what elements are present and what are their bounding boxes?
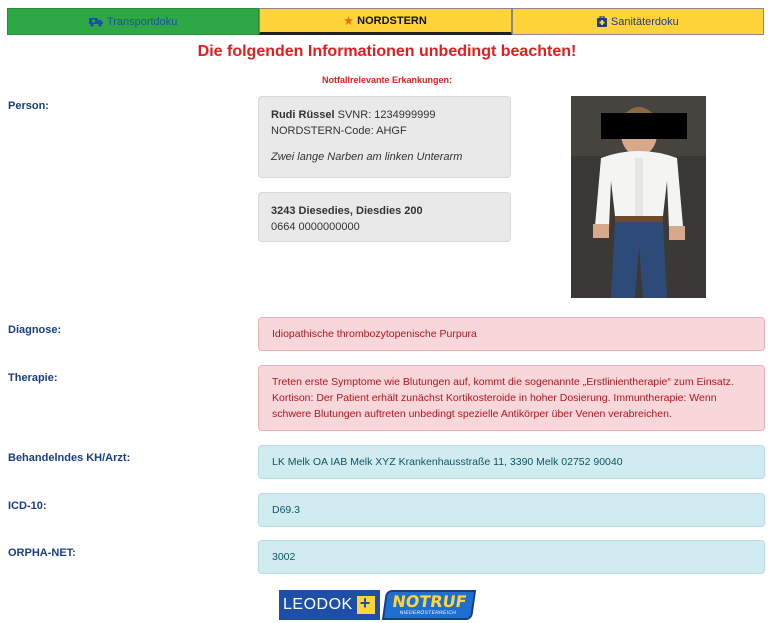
person-info-box	[258, 96, 511, 178]
diagnose-box	[258, 317, 765, 351]
kh-value: LK Melk OA IAB Melk XYZ Krankenhausstraße 11, 3390 Melk 02752 90040	[272, 456, 623, 468]
person-label: Person:	[8, 100, 49, 112]
tab-label: Transportdoku	[106, 15, 178, 28]
icd-box	[258, 493, 765, 527]
orpha-value: 3002	[272, 551, 296, 563]
icd-label: ICD-10:	[8, 500, 47, 512]
person-note: Zwei lange Narben am linken Unterarm	[271, 151, 463, 163]
person-code: NORDSTERN-Code: AHGF	[271, 125, 407, 137]
tab-sanitaeterdoku[interactable]	[512, 8, 764, 35]
therapie-box	[258, 365, 765, 431]
person-phone: 0664 0000000000	[271, 221, 360, 233]
censor-bar	[601, 113, 687, 139]
warning-headline: Die folgenden Informationen unbedingt beachten!	[197, 43, 577, 60]
cross-icon	[357, 596, 375, 614]
kh-label: Behandelndes KH/Arzt:	[8, 452, 131, 464]
star-icon	[344, 16, 353, 25]
diagnose-value: Idiopathische thrombozytopenische Purpura	[272, 328, 477, 340]
kh-box	[258, 445, 765, 479]
notruf-logo: NOTRUF NIEDERÖSTERREICH	[382, 590, 476, 620]
tab-label: Sanitäterdoku	[610, 15, 679, 28]
tab-label: NORDSTERN	[357, 14, 427, 27]
orpha-label: ORPHA-NET:	[8, 547, 76, 559]
tab-bar	[7, 8, 764, 35]
person-name: Rudi Rüssel	[271, 109, 335, 121]
footer-logos	[279, 590, 474, 620]
orpha-box	[258, 540, 765, 574]
icd-value: D69.3	[272, 504, 301, 516]
tab-transportdoku[interactable]	[7, 8, 259, 35]
diagnose-label: Diagnose:	[8, 324, 62, 336]
therapie-value: Treten erste Symptome wie Blutungen auf, kommt die sogenannte „Erstlinientherapie“ zum Einsatz. Kortison: Der Patient erhält zunächst Kortikosteroide in hoher Dosierung. Immuntherapie: Wenn schwere Blutungen auftreten unbedingt spezielle Antikörper über Venen verabreichen.	[272, 376, 734, 420]
person-photo	[571, 96, 706, 298]
person-svnr: SVNR: 1234999999	[334, 109, 436, 121]
first-aid-kit-icon	[597, 16, 607, 27]
tab-nordstern[interactable]	[259, 8, 511, 35]
emergency-subheadline: Notfallrelevante Erkankungen:	[321, 75, 453, 85]
leodok-logo: LEODOK +	[279, 590, 380, 620]
ambulance-icon	[89, 17, 103, 27]
therapie-label: Therapie:	[8, 372, 58, 384]
person-address: 3243 Diesedies, Diesdies 200	[271, 205, 423, 217]
person-address-box	[258, 192, 511, 242]
